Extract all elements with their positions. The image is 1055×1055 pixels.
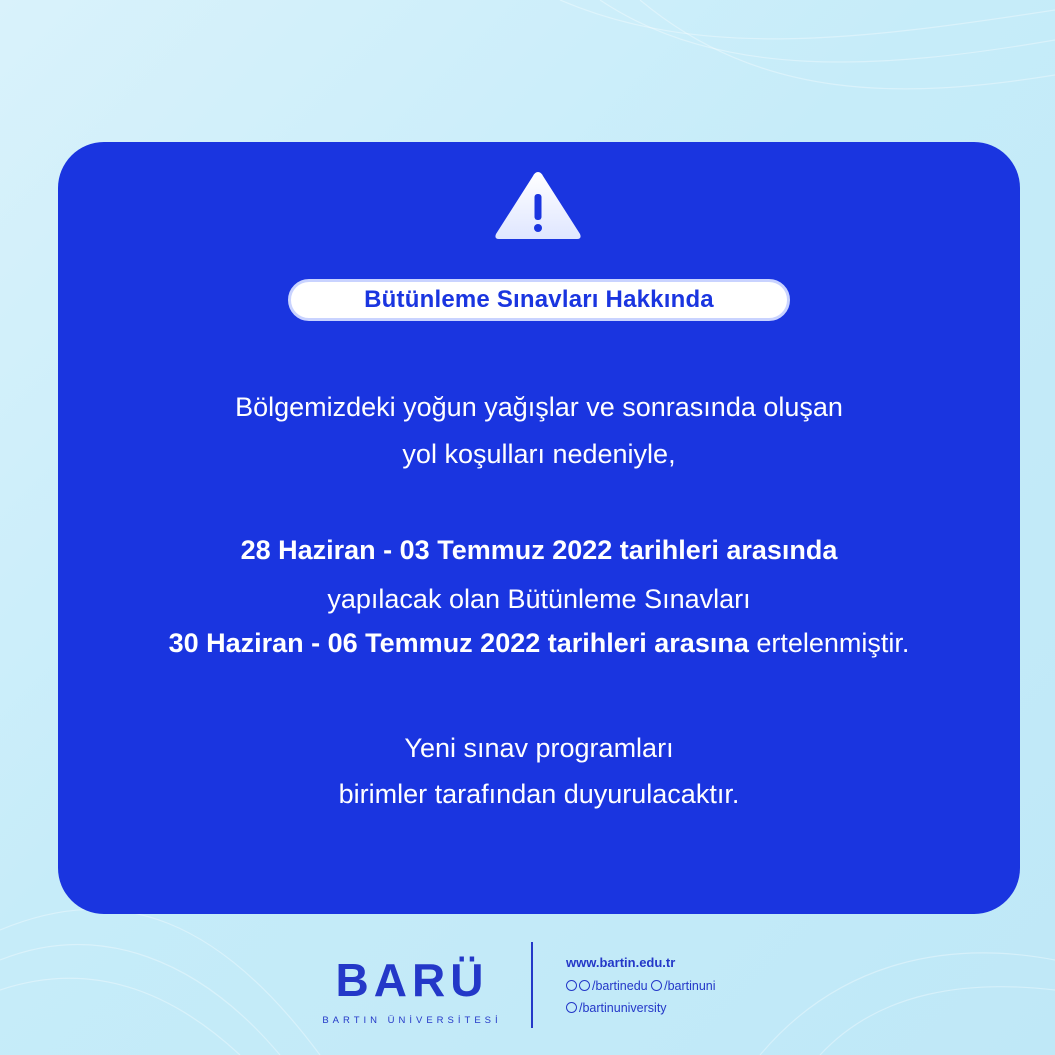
paragraph2-line1: 28 Haziran - 03 Temmuz 2022 tarihleri arasında	[240, 535, 838, 565]
title-badge	[288, 279, 790, 321]
logo-text: BARÜ	[335, 954, 489, 1002]
social-row-2	[566, 1001, 667, 1015]
twitter-icon[interactable]	[579, 980, 590, 991]
youtube-icon[interactable]	[651, 980, 662, 991]
university-logo	[322, 952, 502, 1002]
social-handle-2[interactable]: /bartinuni	[664, 979, 716, 993]
instagram-icon[interactable]	[566, 1002, 577, 1013]
postponed-text: ertelenmiştir.	[748, 628, 910, 658]
footer-divider	[531, 942, 533, 1028]
paragraph1-line2: yol koşulları nedeniyle,	[402, 439, 676, 469]
facebook-icon[interactable]	[566, 980, 577, 991]
social-row-1	[566, 979, 716, 993]
logo-subtitle: BARTIN ÜNİVERSİTESİ	[322, 1015, 502, 1026]
notice-title: Bütünleme Sınavları Hakkında	[364, 286, 714, 313]
social-handle-3[interactable]: /bartinuniversity	[579, 1001, 667, 1015]
paragraph2-line2: yapılacak olan Bütünleme Sınavları	[327, 584, 751, 614]
warning-triangle-icon	[492, 168, 584, 242]
paragraph2-line3	[58, 626, 1020, 660]
website-link[interactable]: www.bartin.edu.tr	[566, 955, 676, 970]
paragraph3-line1: Yeni sınav programları	[404, 733, 674, 763]
paragraph1-line1: Bölgemizdeki yoğun yağışlar ve sonrasında oluşan	[235, 392, 843, 422]
new-date-range: 30 Haziran - 06 Temmuz 2022 tarihleri arasına	[168, 628, 749, 658]
paragraph3-line2: birimler tarafından duyurulacaktır.	[338, 779, 740, 809]
social-handle-1[interactable]: /bartinedu	[592, 979, 648, 993]
